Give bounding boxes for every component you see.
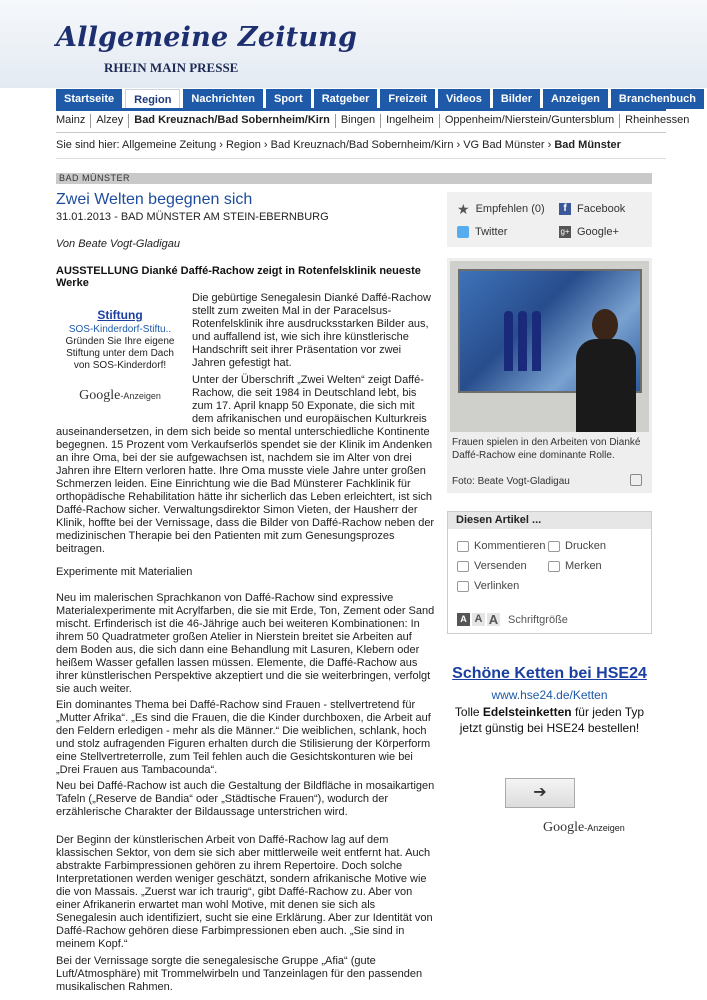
zoom-icon[interactable] bbox=[630, 474, 642, 486]
nav-tab-anzeigen[interactable]: Anzeigen bbox=[543, 89, 608, 109]
nav-tab-startseite[interactable]: Startseite bbox=[56, 89, 122, 109]
subnav-item-bad-kreuznach[interactable]: Bad Kreuznach/Bad Sobernheim/Kirn bbox=[129, 114, 336, 128]
main-nav bbox=[56, 89, 707, 109]
photo-caption: Frauen spielen in den Arbeiten von Dianké Daffé-Rachow eine dominante Rolle. bbox=[452, 437, 641, 461]
subnav-item-oppenheim[interactable]: Oppenheim/Nierstein/Guntersblum bbox=[440, 114, 620, 128]
photo-box bbox=[447, 258, 652, 493]
article-tools-heading: Diesen Artikel ... bbox=[448, 512, 651, 529]
link-icon bbox=[457, 581, 469, 592]
article-paragraph: Unter der Überschrift „Zwei Welten“ zeigt Daffé-Rachow, die seit 1984 in Deutschland lebt, bis zum 17. April knapp 50 Exponate, die sich mit dem afrikanischen und europäischen Kulturkreis bbox=[192, 374, 427, 425]
subnav-item-alzey[interactable]: Alzey bbox=[91, 114, 129, 128]
google-logo: Google bbox=[543, 820, 585, 835]
article-tools-box bbox=[447, 511, 652, 634]
font-size-small-button[interactable]: A bbox=[457, 613, 470, 626]
remember-label: Merken bbox=[565, 560, 602, 572]
site-logo[interactable]: Allgemeine Zeitung bbox=[56, 22, 358, 53]
font-size-large-button[interactable]: A bbox=[488, 612, 499, 627]
google-logo: Google bbox=[79, 388, 121, 403]
google-ads-label[interactable] bbox=[543, 820, 625, 836]
comment-button[interactable] bbox=[457, 540, 546, 552]
print-icon bbox=[548, 541, 560, 552]
article-paragraph: auseinandersetzen, in dem sich beide so mental unterschiedliche Kontinente begegnen. 15 Prozent vom Verkaufserlös spendet sie der Klinik im Andenken an ihre Oma, bei der sie aufgewachsen ist, nachdem sie im Alter von drei Jahren ihre Eltern verloren hatte. Ihre Oma musste viele Jahre unter großen Schmerzen leiden. Eine Einrichtung wie die Bad Münsterer Fachklinik für orthopädische Rehabilitation hätte ihr sicherlich das Leben erleichtert, ist sich Daffé-Rachow sicher. Verwaltungsdirektor Simon Vieten, der Hausherr der Klinik, hoffte bei der Vernissage, dass die Bilder von Daffé-Rachow neben der medizinischen Therapie bei den Patienten mit zum Genesungsprozes beitragen. bbox=[56, 426, 435, 555]
section-label: BAD MÜNSTER bbox=[56, 173, 652, 184]
nav-tab-sport[interactable]: Sport bbox=[266, 89, 311, 109]
article-paragraph: Neu bei Daffé-Rachow ist auch die Gestaltung der Bildfläche in mosaikartigen Tafeln („Reserve de Bandia“ oder „Städtische Frauen“), wodurch der erzählerische Charakter der Bildaussage unterstrichen wird. bbox=[56, 780, 435, 818]
facebook-icon: f bbox=[559, 203, 571, 215]
twitter-label: Twitter bbox=[475, 226, 508, 238]
ad-arrow-button[interactable] bbox=[505, 778, 575, 808]
article-paragraph: Bei der Vernissage sorgte die senegalesische Gruppe „Afia“ (gute Luft/Atmosphäre) mit Trommelwirbeln und Tanzeinlagen für den passenden musikalischen Rahmen. bbox=[56, 955, 423, 993]
subnav-item-rheinhessen[interactable]: Rheinhessen bbox=[625, 114, 690, 126]
ads-label: -Anzeigen bbox=[584, 823, 625, 833]
facebook-label: Facebook bbox=[577, 203, 626, 215]
inline-google-ad bbox=[62, 308, 178, 404]
article-paragraph: Die gebürtige Senegalesin Dianké Daffé-Rachow stellt zum zweiten Mal in der Paracelsus-Rotenfelsklinik ihre ausdrucksstarken Bilder aus, und auffallend ist, wie sich ihre künstlerische Handschrift seit ihrer Präsentation vor zwei Jahren gefestigt hat. bbox=[192, 292, 431, 369]
google-ads-label[interactable] bbox=[62, 388, 178, 404]
star-icon: ★ bbox=[457, 201, 470, 217]
print-button[interactable] bbox=[548, 540, 606, 552]
nav-underline bbox=[56, 108, 666, 111]
right-ad-description bbox=[447, 704, 652, 736]
ad-url[interactable]: SOS-Kinderdorf-Stiftu.. bbox=[68, 324, 172, 335]
site-logo-subtitle: RHEIN MAIN PRESSE bbox=[104, 60, 239, 75]
facebook-button[interactable] bbox=[559, 203, 625, 215]
article-dateline: 31.01.2013 - BAD MÜNSTER AM STEIN-EBERNBURG bbox=[56, 211, 329, 223]
painted-figure bbox=[504, 311, 513, 371]
subnav-item-bingen[interactable]: Bingen bbox=[336, 114, 381, 128]
right-ad-title-link[interactable]: Schöne Ketten bei HSE24 bbox=[452, 665, 647, 682]
right-ad-url[interactable]: www.hse24.de/Ketten bbox=[491, 688, 608, 702]
divider bbox=[56, 158, 666, 159]
site-header bbox=[0, 0, 707, 88]
comment-icon bbox=[457, 541, 469, 552]
share-box bbox=[447, 192, 652, 247]
twitter-button[interactable] bbox=[457, 226, 507, 238]
right-ad-desc-pre: Tolle bbox=[454, 705, 483, 719]
link-label: Verlinken bbox=[474, 580, 520, 592]
googleplus-button[interactable] bbox=[559, 226, 619, 238]
article-author: Von Beate Vogt-Gladigau bbox=[56, 238, 180, 250]
envelope-icon bbox=[457, 561, 469, 572]
right-google-ad bbox=[447, 664, 652, 835]
recommend-button[interactable] bbox=[457, 203, 545, 215]
nav-tab-nachrichten[interactable]: Nachrichten bbox=[183, 89, 263, 109]
subnav-item-mainz[interactable]: Mainz bbox=[56, 114, 91, 128]
nav-tab-freizeit[interactable]: Freizeit bbox=[380, 89, 435, 109]
photo-credit: Foto: Beate Vogt-Gladigau bbox=[452, 476, 570, 487]
article-paragraph: Neu im malerischen Sprachkanon von Daffé-Rachow sind expressive Materialexperimente mit Acrylfarben, die sie mit Erde, Ton, Zement oder Sand mischt. Erfinderisch ist die 46-Jährige auch bei weiteren Kombinationen: In ihrem 50 Quadratmeter großen Atelier in Nierstein breitet sie Arbeiten auf dem Boden aus, die sich dann eine Behandlung mit Lasuren, Klebern oder heißem Wasser gefallen lassen müssen. Elemente, die Daffé-Rachow aus ihrer künstlerischen Perspektive akzeptiert und die sie weiterbringen, verfolgt sie auch weiter. bbox=[56, 592, 435, 695]
article-title: Zwei Welten begegnen sich bbox=[56, 191, 253, 208]
send-label: Versenden bbox=[474, 560, 527, 572]
artist-figure bbox=[576, 309, 636, 432]
send-button[interactable] bbox=[457, 560, 527, 572]
divider bbox=[56, 132, 666, 133]
breadcrumb-path[interactable]: Sie sind hier: Allgemeine Zeitung › Region › Bad Kreuznach/Bad Sobernheim/Kirn › VG Bad Münster › bbox=[56, 139, 552, 151]
nav-tab-ratgeber[interactable]: Ratgeber bbox=[314, 89, 378, 109]
article-subheading: Experimente mit Materialien bbox=[56, 566, 193, 578]
font-size-control bbox=[457, 613, 568, 626]
right-ad-desc-post: für jeden Typ jetzt günstig bei HSE24 bestellen! bbox=[459, 705, 645, 735]
nav-tab-region[interactable]: Region bbox=[125, 89, 180, 110]
googleplus-label: Google+ bbox=[577, 226, 619, 238]
article-lead: AUSSTELLUNG Dianké Daffé-Rachow zeigt in Rotenfelsklinik neueste Werke bbox=[56, 265, 421, 289]
googleplus-icon: g+ bbox=[560, 227, 570, 236]
nav-tab-videos[interactable]: Videos bbox=[438, 89, 490, 109]
right-ad-desc-bold: Edelsteinketten bbox=[482, 705, 572, 719]
breadcrumb bbox=[56, 139, 621, 151]
artist-body bbox=[576, 339, 636, 432]
link-button[interactable] bbox=[457, 580, 519, 592]
breadcrumb-current: Bad Münster bbox=[554, 139, 621, 151]
remember-button[interactable] bbox=[548, 560, 602, 572]
ads-label: -Anzeigen bbox=[120, 391, 161, 401]
ad-description: Gründen Sie Ihre eigene Stiftung unter dem Dach von SOS-Kinderdorf! bbox=[65, 336, 175, 371]
painted-figure bbox=[532, 311, 541, 371]
nav-tab-branchenbuch[interactable]: Branchenbuch bbox=[611, 89, 704, 109]
painted-figure bbox=[518, 311, 527, 371]
recommend-label: Empfehlen (0) bbox=[475, 203, 545, 215]
article-paragraph: Der Beginn der künstlerischen Arbeit von Daffé-Rachow lag auf dem klassischen Sektor, von dem sie sich aber mittlerweile weit entfernt hat. Auch abstrakte Farbimpressionen gehören zu ihrem Repertoire. Doch solche Interpretationen werden weniger geschätzt, sondern afrikanische Motive wie die von Massais. „Zuerst war ich traurig“, gibt Daffé-Rachow zu. Aber von einer Afrikanerin erwartet man wohl Motive, mit denen sie sich als Senegalesin auch identifiziert, sucht sie eine Erklärung. Aber zur Identität von Daffé-Rachow gehören diese Farbimpressionen eben auch. „Sie sind in meinem Kopf.“ bbox=[56, 834, 433, 950]
article-paragraph: Ein dominantes Thema bei Daffé-Rachow sind Frauen - stellvertretend für „Mutter Afrika“. „Es sind die Frauen, die die Kinder durchboxen, die Arbeit auf den Feldern erledigen - mehr als die Männer.“ Die weiblichen, schlank, hoch und stolz aufragenden Figuren erhalten durch die Stilisierung der Körperform eine Stellvertreterrolle, zum Teil fehlen auch die Gesichtskonturen wie bei „Drei Frauen aus Tambacounda“. bbox=[56, 699, 431, 776]
font-size-medium-button[interactable]: A bbox=[472, 613, 485, 626]
font-size-label: Schriftgröße bbox=[508, 613, 568, 626]
ad-title-link[interactable]: Stiftung bbox=[97, 308, 143, 322]
artist-head bbox=[592, 309, 618, 341]
comment-label: Kommentieren bbox=[474, 540, 546, 552]
article-photo[interactable] bbox=[450, 261, 649, 432]
subnav-item-ingelheim[interactable]: Ingelheim bbox=[381, 114, 440, 128]
print-label: Drucken bbox=[565, 540, 606, 552]
twitter-icon bbox=[457, 226, 469, 238]
arrow-right-icon: ➔ bbox=[533, 784, 547, 801]
nav-tab-bilder[interactable]: Bilder bbox=[493, 89, 540, 109]
bookmark-icon bbox=[548, 561, 560, 572]
region-subnav bbox=[56, 114, 694, 128]
